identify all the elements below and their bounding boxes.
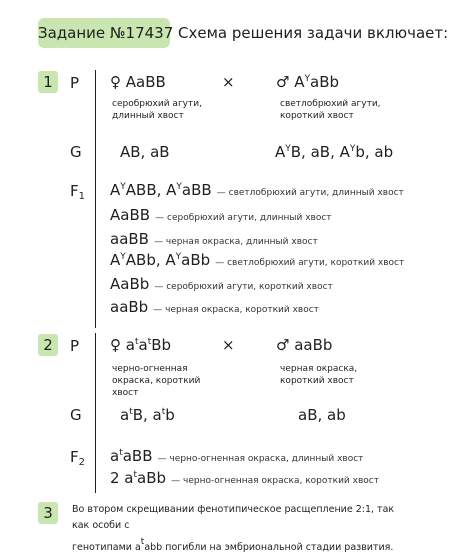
female-parent-2: ♀ $a^ta^tBb$ — [110, 336, 172, 354]
male-phenotype-2: черная окраска, короткий хвост — [280, 364, 358, 386]
genotype: AaBB — [125, 73, 166, 91]
female-gametes-1: AB, aB — [120, 143, 170, 161]
offspring-row: $a^taBB$ — черно-огненная окраска, длинный хвост — [110, 447, 364, 465]
offspring-row: $A^YABb$, $A^YaBb$ — светлобрюхий агути, короткий хвост — [110, 251, 405, 269]
female-phenotype-1: серобрюхий агути, длинный хвост — [112, 99, 202, 121]
male-symbol-icon: ♂ — [276, 336, 290, 354]
female-symbol-icon: ♀ — [110, 73, 121, 91]
offspring-row: $A^YABB$, $A^YaBB$ — светлобрюхий агути, длинный хвост — [110, 181, 404, 199]
label-parents-2: P — [70, 337, 80, 355]
page-title: Схема решения задачи включает: — [178, 24, 449, 42]
label-offspring-2: $F_2$ — [70, 448, 86, 468]
male-symbol-icon: ♂ — [276, 73, 290, 91]
label-gametes-2: G — [70, 406, 82, 424]
offspring-row: aaBb — черная окраска, короткий хвост — [110, 298, 319, 316]
cross-symbol-1: × — [222, 73, 235, 91]
section-1-divider — [95, 70, 96, 328]
offspring-row: AaBB — серобрюхий агути, длинный хвост — [110, 206, 332, 224]
step-1-badge: 1 — [38, 71, 58, 93]
label-parents-1: P — [70, 74, 80, 92]
female-symbol-icon: ♀ — [110, 336, 121, 354]
male-parent-1: ♂ $A^YaBb$ — [276, 73, 340, 91]
offspring-row: AaBb — серобрюхий агути, короткий хвост — [110, 275, 333, 293]
cross-symbol-2: × — [222, 336, 235, 354]
label-gametes-1: G — [70, 143, 82, 161]
male-phenotype-1: светлобрюхий агути, короткий хвост — [280, 99, 381, 121]
task-number-badge: Задание №17437 — [38, 18, 170, 48]
female-parent-1 — [110, 73, 166, 91]
male-gametes-2: aB, ab — [298, 406, 346, 424]
female-gametes-2: $a^tB$, $a^tb$ — [120, 406, 175, 424]
conclusion-text: Во втором скрещивании фенотипическое расщепление 2:1, так как особи с генотипами atabb погибли на эмбриональной стадии развития. — [72, 504, 395, 553]
offspring-row: aaBB — черная окраска, длинный хвост — [110, 230, 318, 248]
offspring-row: 2 $a^taBb$ — черно-огненная окраска, короткий хвост — [110, 469, 379, 487]
label-offspring-1: $F_1$ — [70, 182, 86, 202]
female-phenotype-2: черно-огненная окраска, короткий хвост — [112, 364, 201, 398]
male-parent-2: ♂ aaBb — [276, 336, 333, 354]
step-3-badge: 3 — [38, 502, 58, 524]
section-2-divider — [95, 333, 96, 493]
step-2-badge: 2 — [38, 334, 58, 356]
male-gametes-1: $A^YB$, aB, $A^Yb$, ab — [275, 143, 394, 161]
